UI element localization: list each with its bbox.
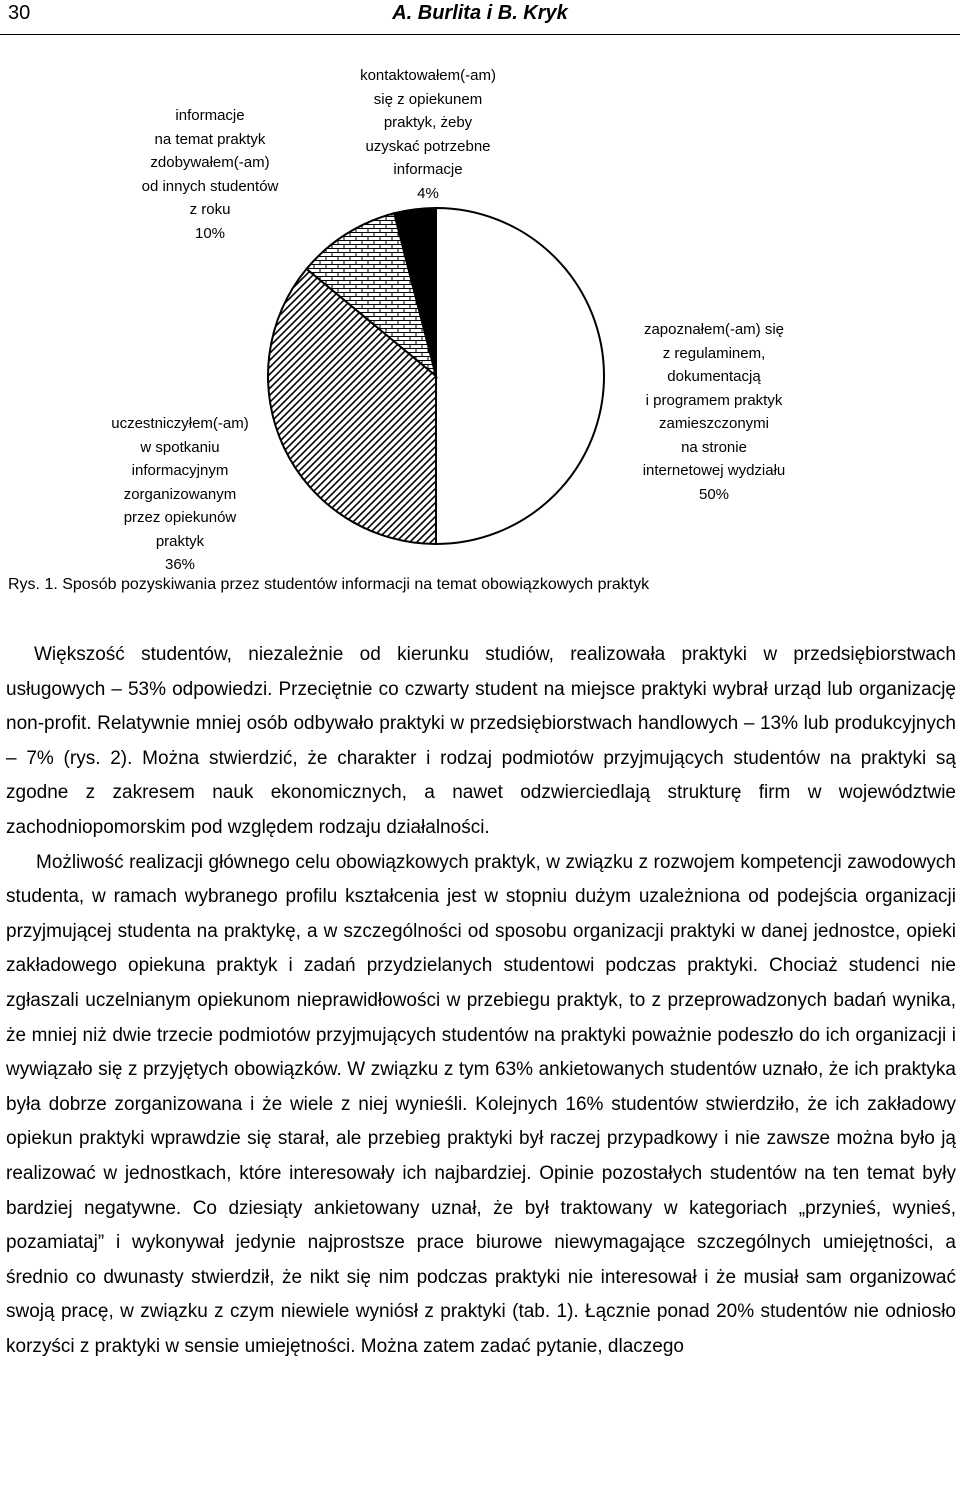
pie-label-2: uczestniczyłem(-am) w spotkaniu informacyjnym zorganizowanym przez opiekunów praktyk 36% [111, 415, 249, 573]
paragraph-1: Większość studentów, niezależnie od kierunku studiów, realizowała praktyki w przedsiębiorstwach usługowych – 53% odpowiedzi. Przeciętnie co czwarty student na miejsce praktyki wybrał urząd lub organizację non-profit. Relatywnie mniej osób odbywało praktyki w przedsiębiorstwach handlowych – 13% lub produkcyjnych – 7% (rys. 2). Można stwierdzić, że charakter i rodzaj podmiotów przyjmujących studentów na praktyki są zgodne z zakresem nauk ekonomicznych, a nawet odzwierciedlają strukturę firm w województwie zachodniopomorskim pod względem rodzaju działalności. [6, 644, 956, 838]
pie-label-3: informacje na temat praktyk zdobywałem(-am) od innych studentów z roku 10% [141, 107, 279, 242]
body-text [6, 638, 956, 1364]
page-number: 30 [8, 2, 31, 24]
figure-caption: Rys. 1. Sposób pozyskiwania przez studentów informacji na temat obowiązkowych praktyk [8, 576, 650, 593]
pie-slice-1 [436, 208, 604, 544]
running-head: A. Burlita i B. Kryk [392, 2, 568, 24]
paragraph-2: Możliwość realizacji głównego celu obowiązkowych praktyk, w związku z rozwojem kompetencji zawodowych studenta, w ramach wybranego profilu kształcenia jest w stopniu dużym uzależniona od podejścia organizacji przyjmującej studenta na praktykę, a w szczególności od sposobu organizacji praktyki w danej jednostce, opieki zakładowego opiekuna praktyk i zadań przydzielanych studentowi podczas praktyki. Chociaż studenci nie zgłaszali uczelnianym opiekunom nieprawidłowości w przebiegu praktyk, to z przeprowadzonych badań wynika, że mniej niż dwie trzecie podmiotów przyjmujących studentów na praktyki poważnie podeszło do ich organizacji i wywiązało się z przyjętych obowiązków. W związku z tym 63% ankietowanych studentów uznało, że ich praktyka była dobrze zorganizowana i że wiele z niej wynieśli. Kolejnych 16% studentów stwierdziło, że ich zakładowy opiekun praktyki wprawdzie się starał, ale przebieg praktyki był raczej przypadkowy i nie zawsze można było ją realizować w jednostkach, które interesowały ich najbardziej. Opinie pozostałych studentów na ten temat były bardziej negatywne. Co dziesiąty ankietowany uznał, że był traktowany w kategoriach „przynieś, wynieś, pozamiataj” i wykonywał jedynie najprostsze prace biurowe niewymagające szczególnych umiejętności, a średnio co dwunasty stwierdził, że nikt się nim podczas praktyki nie interesował i że musiał sam organizować swoją pracę, w związku z czym niewiele wyniósł z praktyki (tab. 1). Łącznie ponad 20% studentów nie odniosło korzyści z praktyki w sensie umiejętności. Można zatem zadać pytanie, dlaczego [6, 851, 956, 1357]
pie-label-4: kontaktowałem(-am) się z opiekunem praktyk, żeby uzyskać potrzebne informacje 4% [360, 67, 496, 202]
pie-label-1: zapoznałem(-am) się z regulaminem, dokumentacją i programem praktyk zamieszczonymi na stronie internetowej wydziału 50% [642, 321, 786, 503]
